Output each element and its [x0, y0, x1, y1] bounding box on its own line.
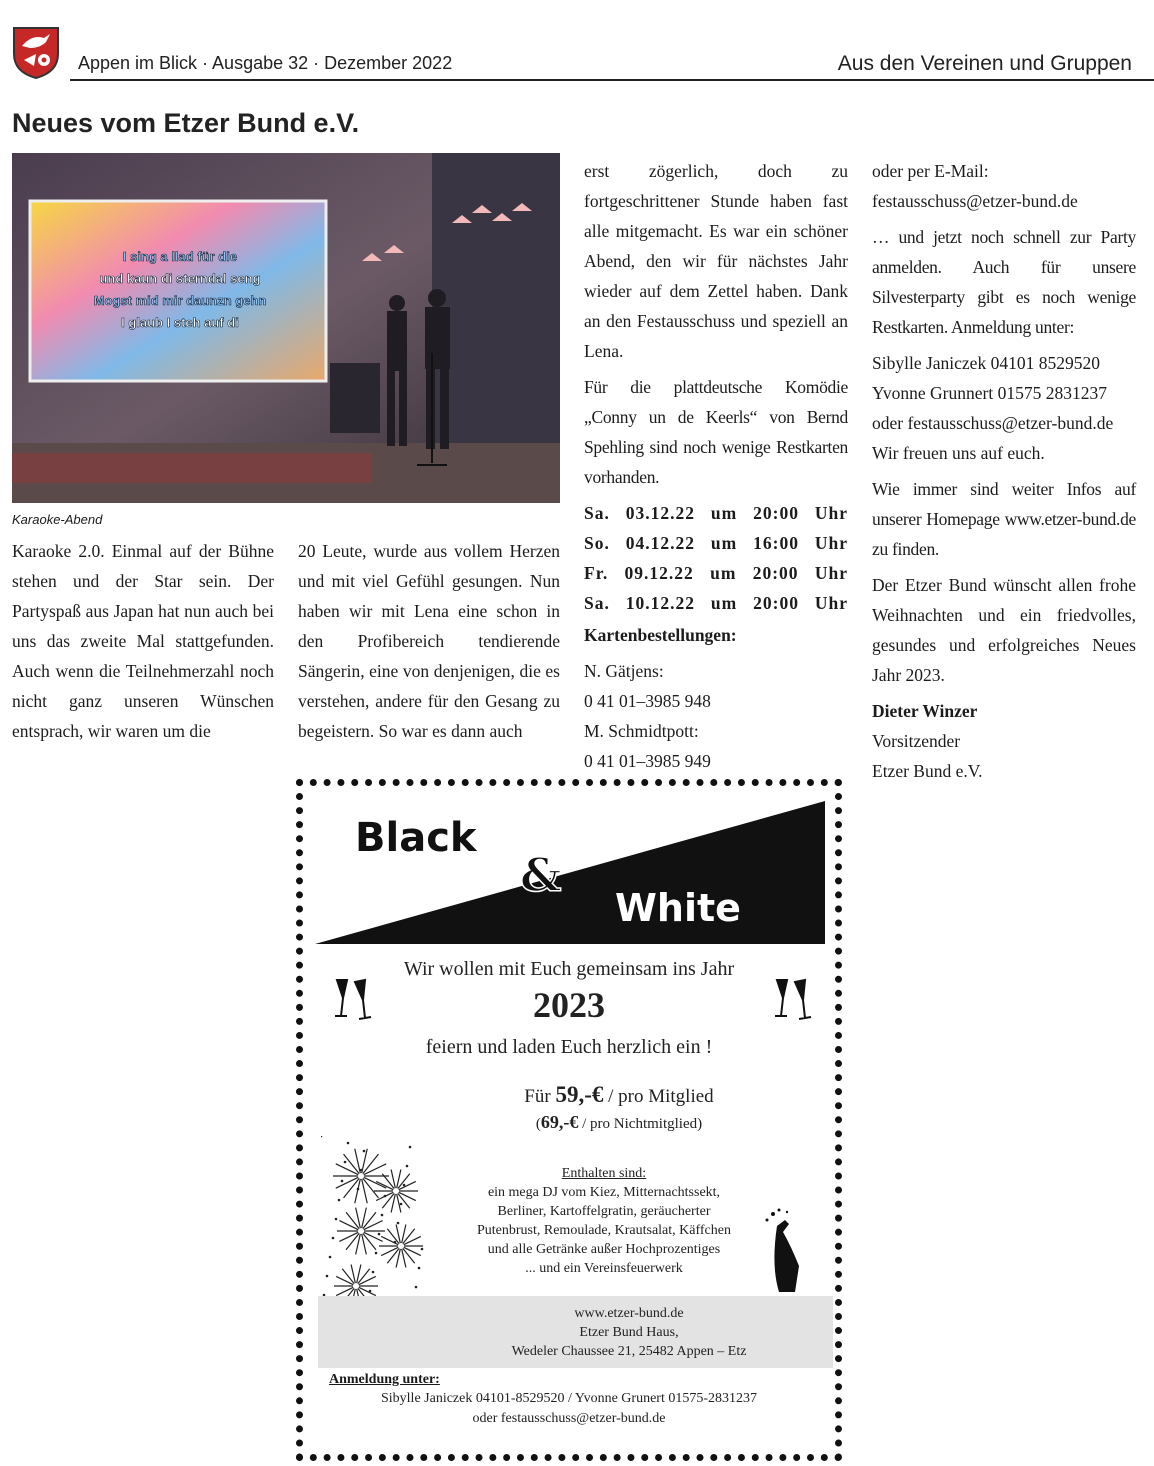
article-column-4: [872, 156, 1136, 792]
price-prefix: (: [535, 1116, 541, 1132]
email-block: [872, 156, 1136, 216]
price-suffix: / pro Nichtmitglied): [578, 1116, 703, 1132]
article-paragraph: … und jetzt noch schnell zur Party anmelden. Auch für unsere Silvesterparty gibt es noch wenige Restkarten. Anmeldung unter:: [872, 227, 1136, 337]
order-name: M. Schmidtpott:: [584, 721, 699, 741]
article-paragraph: erst zögerlich, doch zu fortgeschrittener Stunde haben fast alle mitgemacht. Es war ein schöner Abend, den wir für nächstes Jahr wieder auf dem Zettel haben. Dank an den Festausschuss und speziell an Lena.: [584, 161, 848, 361]
contact-line: oder festausschuss@etzer-bund.de: [872, 413, 1114, 433]
header-publication: Appen im Blick · Ausgabe 32 · Dezember 2022: [78, 53, 453, 73]
header-divider: [70, 79, 1154, 81]
date-line: Sa. 10.12.22 um 20:00 Uhr: [584, 593, 848, 613]
article-title: Neues vom Etzer Bund e.V.: [12, 108, 360, 138]
banner-white: White: [615, 886, 741, 930]
article-paragraph: Wie immer sind weiter Infos auf unserer Homepage www.etzer-bund.de zu finden.: [872, 479, 1136, 559]
included-item: ... und ein Vereinsfeuerwerk: [525, 1261, 683, 1276]
lyric-line-3: Mogst mid mir daunzn gehn: [93, 293, 267, 308]
banner-black: Black: [355, 815, 477, 861]
article-paragraph: Für die plattdeutsche Komödie „Conny un de Keerls“ von Bernd Spehling sind noch wenige Restkarten vorhanden.: [584, 377, 848, 487]
photo-caption: Karaoke-Abend: [12, 512, 103, 527]
banner-ampersand: &: [520, 848, 562, 902]
signature-org: Etzer Bund e.V.: [872, 761, 983, 781]
included-item: und alle Getränke außer Hochprozentiges: [487, 1242, 721, 1257]
lyric-line-1: I sing a llad für die: [122, 249, 238, 264]
lyric-line-4: I glaub I steh auf di: [121, 315, 239, 330]
price-nonmember-value: 69,-€: [540, 1112, 579, 1132]
performance-dates: [584, 498, 848, 618]
header-section: Aus den Vereinen und Gruppen: [837, 52, 1132, 75]
price-suffix: / pro Mitglied: [603, 1086, 714, 1107]
flyer-signup-contact-2: oder festausschuss@etzer-bund.de: [472, 1411, 666, 1426]
order-phone: 0 41 01–3985 949: [584, 751, 711, 771]
date-line: Fr. 09.12.22 um 20:00 Uhr: [584, 563, 848, 583]
party-contacts: [872, 348, 1136, 468]
flyer-price-nonmembers: [403, 1112, 835, 1133]
coat-of-arms-icon: [10, 24, 62, 80]
party-flyer: [296, 779, 842, 1461]
price-prefix: Für: [524, 1086, 556, 1107]
champagne-glasses-icon: [331, 976, 375, 1026]
article-column-2: [298, 536, 560, 752]
flyer-signup-contact-1: Sibylle Janiczek 04101-8529520 / Yvonne Grunert 01575-2831237: [380, 1391, 758, 1406]
included-item: Putenbrust, Remoulade, Krautsalat, Käffchen: [476, 1223, 731, 1238]
flyer-invite-line-2: feiern und laden Euch herzlich ein !: [425, 1036, 713, 1058]
date-line: So. 04.12.22 um 16:00 Uhr: [584, 533, 848, 553]
contact-line: Sibylle Janiczek 04101 8529520: [872, 353, 1100, 373]
article-paragraph: Der Etzer Bund wünscht allen frohe Weihnachten und ein friedvolles, gesundes und erfolgreiches Neues Jahr 2023.: [872, 575, 1136, 685]
orders-label: Kartenbestellungen:: [584, 625, 737, 645]
included-item: Berliner, Kartoffelgratin, geräucherter: [497, 1204, 711, 1219]
article-paragraph: 20 Leute, wurde aus vollem Herzen und mit viel Gefühl gesungen. Nun haben wir mit Lena eine schon in den Profibereich tendierende Sängerin, eine von denjenigen, die es verstehen, andere für den Gesang zu begeistern. So war es dann auch: [298, 541, 560, 741]
flyer-venue: [423, 1304, 835, 1361]
order-name: N. Gätjens:: [584, 661, 664, 681]
date-line: Sa. 03.12.22 um 20:00 Uhr: [584, 503, 848, 523]
black-white-banner: [315, 796, 825, 946]
lyric-line-2: und kaun di sterndal seng: [99, 271, 261, 286]
price-member-value: 59,-€: [555, 1082, 604, 1107]
flyer-price-members: [403, 1082, 835, 1108]
order-phone: 0 41 01–3985 948: [584, 691, 711, 711]
flyer-website: www.etzer-bund.de: [574, 1306, 684, 1321]
signature-name: Dieter Winzer: [872, 701, 978, 721]
contact-line: Wir freuen uns auf euch.: [872, 443, 1045, 463]
included-item: ein mega DJ vom Kiez, Mitternachtssekt,: [487, 1185, 721, 1200]
included-title: Enthalten sind:: [561, 1166, 647, 1181]
flyer-signup-label: Anmeldung unter:: [329, 1372, 440, 1387]
champagne-bottle-icon: [763, 1206, 813, 1296]
flyer-address: Wedeler Chaussee 21, 25482 Appen – Etz: [511, 1344, 747, 1359]
contact-line: Yvonne Grunnert 01575 2831237: [872, 383, 1107, 403]
article-column-3: [584, 156, 848, 842]
karaoke-photo: [12, 153, 560, 503]
signature: [872, 696, 1136, 786]
email-label: oder per E-Mail:: [872, 161, 989, 181]
email-address: festausschuss@etzer-bund.de: [872, 191, 1078, 211]
article-column-1: [12, 536, 274, 752]
article-paragraph: Karaoke 2.0. Einmal auf der Bühne stehen und der Star sein. Der Partyspaß aus Japan hat nun auch bei uns das zweite Mal stattgefunden. Auch wenn die Teilnehmerzahl noch nicht ganz unseren Wünschen entsprach, wir waren um die: [12, 541, 274, 741]
flyer-year: 2023: [533, 985, 605, 1025]
champagne-glasses-icon: [771, 976, 815, 1026]
flyer-invite-line-1: Wir wollen mit Euch gemeinsam ins Jahr: [403, 958, 735, 980]
flyer-venue-name: Etzer Bund Haus,: [579, 1325, 679, 1340]
signature-role: Vorsitzender: [872, 731, 961, 751]
